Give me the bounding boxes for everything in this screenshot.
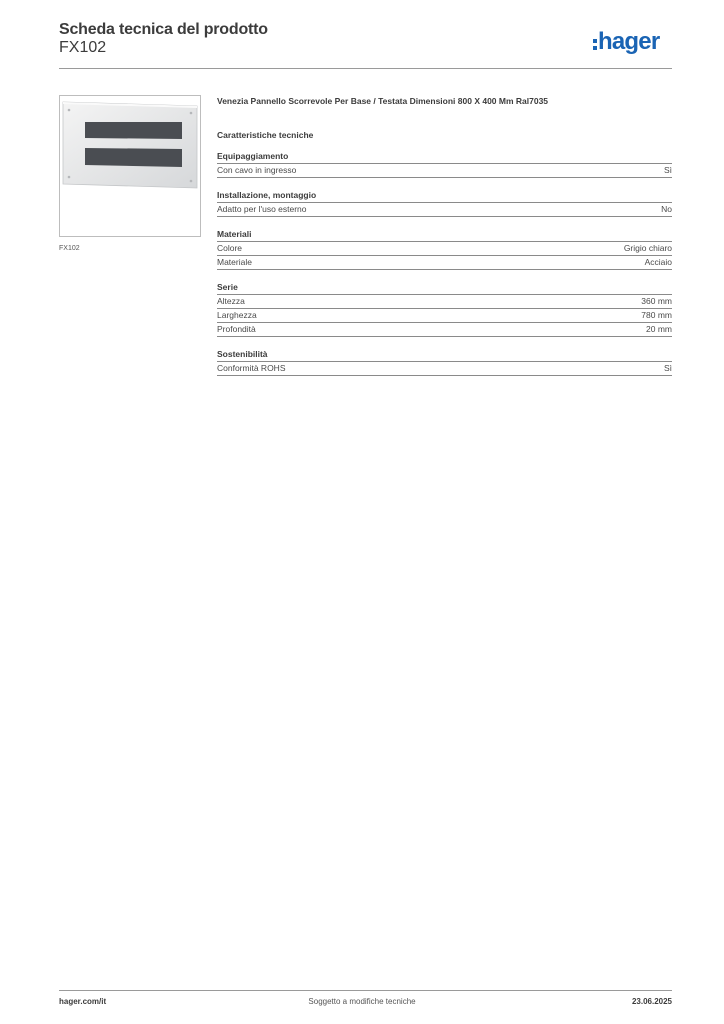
- spec-value: Sì: [663, 363, 672, 373]
- spec-label: Larghezza: [217, 310, 257, 320]
- page-title: Scheda tecnica del prodotto: [59, 21, 268, 38]
- spec-value: No: [661, 204, 672, 214]
- spec-row: [217, 295, 672, 309]
- product-code: FX102: [59, 39, 107, 56]
- spec-label: Profondità: [217, 324, 256, 334]
- section-title: Installazione, montaggio: [217, 189, 672, 203]
- footer-site: hager.com/it: [59, 997, 107, 1006]
- spec-section: [217, 281, 672, 337]
- spec-section: [217, 228, 672, 270]
- tech-heading: Caratteristiche tecniche: [217, 130, 314, 140]
- hager-logo: [593, 27, 659, 57]
- spec-row: [217, 362, 672, 376]
- spec-section: [217, 150, 672, 178]
- image-caption: FX102: [59, 245, 80, 252]
- spec-row: [217, 203, 672, 217]
- panel-illustration: [60, 96, 200, 236]
- spec-row: [217, 242, 672, 256]
- logo-colon-icon: [593, 39, 597, 50]
- spec-label: Altezza: [217, 296, 245, 306]
- section-title: Materiali: [217, 228, 672, 242]
- spec-label: Conformità ROHS: [217, 363, 286, 373]
- spec-value: Acciaio: [644, 257, 672, 267]
- logo-text: hager: [598, 28, 660, 55]
- spec-section: [217, 348, 672, 376]
- header-divider: [59, 68, 672, 69]
- footer-date: 23.06.2025: [631, 997, 672, 1006]
- spec-row: [217, 309, 672, 323]
- spec-label: Adatto per l'uso esterno: [217, 204, 307, 214]
- spec-value: 360 mm: [641, 296, 672, 306]
- footer-divider: [59, 990, 672, 991]
- spec-label: Colore: [217, 243, 243, 253]
- section-title: Equipaggiamento: [217, 150, 672, 164]
- spec-row: [217, 323, 672, 337]
- spec-value: Sì: [663, 165, 672, 175]
- spec-row: [217, 256, 672, 270]
- spec-sections: [217, 150, 672, 376]
- footer-note: Soggetto a modifiche tecniche: [308, 997, 416, 1006]
- product-details: [217, 96, 672, 387]
- section-title: Sostenibilità: [217, 348, 672, 362]
- spec-row: [217, 164, 672, 178]
- section-title: Serie: [217, 281, 672, 295]
- product-description: Venezia Pannello Scorrevole Per Base / Testata Dimensioni 800 X 400 Mm Ral7035: [217, 96, 549, 106]
- spec-section: [217, 189, 672, 217]
- spec-label: Con cavo in ingresso: [217, 165, 297, 175]
- spec-value: 20 mm: [646, 324, 672, 334]
- product-image: [59, 95, 201, 237]
- spec-value: 780 mm: [641, 310, 672, 320]
- spec-label: Materiale: [217, 257, 252, 267]
- spec-value: Grigio chiaro: [623, 243, 672, 253]
